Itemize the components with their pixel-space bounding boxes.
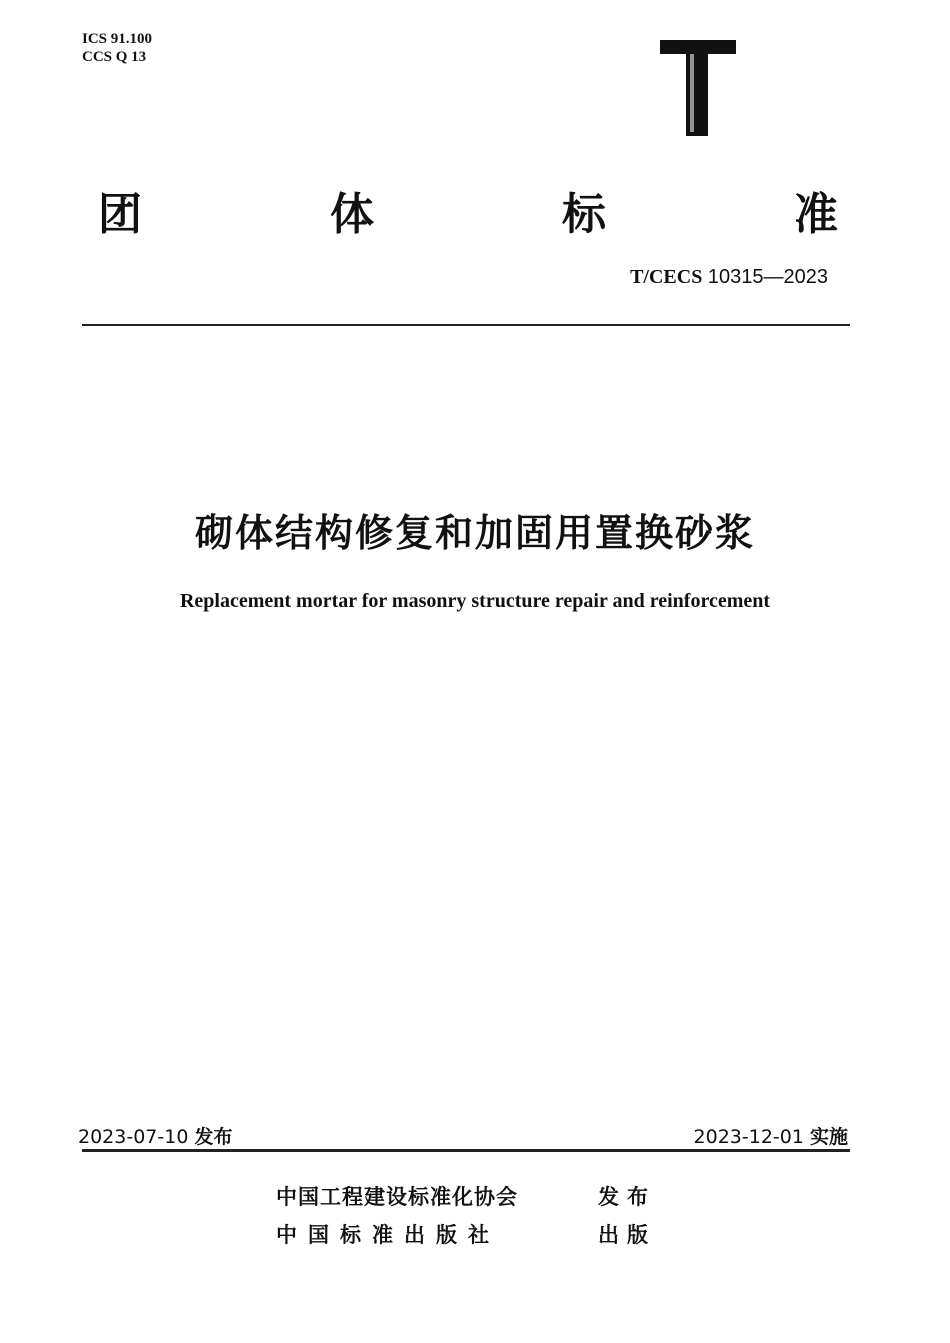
publisher-org-1: 中国工程建设标准化协会 (276, 1185, 518, 1209)
classification-codes (82, 30, 152, 66)
category-char-4: 准 (794, 189, 838, 240)
category-char-1: 团 (98, 189, 142, 240)
top-divider (82, 324, 850, 326)
publisher-row-1 (276, 1181, 656, 1211)
publisher-org-2: 中国标准出版社 (276, 1223, 500, 1247)
category-char-3: 标 (562, 189, 606, 240)
category-title (98, 178, 838, 242)
implementation-label: 实施 (809, 1126, 848, 1148)
publisher-row-2 (276, 1219, 656, 1249)
publisher-role-1: 发布 (598, 1185, 656, 1209)
title-chinese: 砌体结构修复和加固用置换砂浆 (194, 511, 755, 555)
implementation-date (694, 1122, 848, 1149)
release-label: 发布 (194, 1126, 233, 1148)
standard-number (630, 266, 828, 289)
release-date-value: 2023-07-10 (78, 1126, 189, 1148)
ccs-code: CCS Q 13 (82, 49, 147, 65)
category-char-2: 体 (330, 189, 374, 240)
title-english: Replacement mortar for masonry structure repair and reinforcement (179, 590, 771, 612)
standard-number-prefix: T/CECS (630, 266, 703, 288)
bottom-divider (82, 1149, 850, 1152)
release-date (78, 1122, 232, 1149)
ics-code: ICS 91.100 (82, 31, 153, 47)
implementation-date-value: 2023-12-01 (693, 1126, 804, 1148)
publisher-role-2: 出版 (598, 1223, 656, 1247)
t-logo-icon (660, 34, 736, 138)
standard-number-code: 10315—2023 (707, 266, 828, 288)
standard-t-logo (660, 34, 736, 138)
